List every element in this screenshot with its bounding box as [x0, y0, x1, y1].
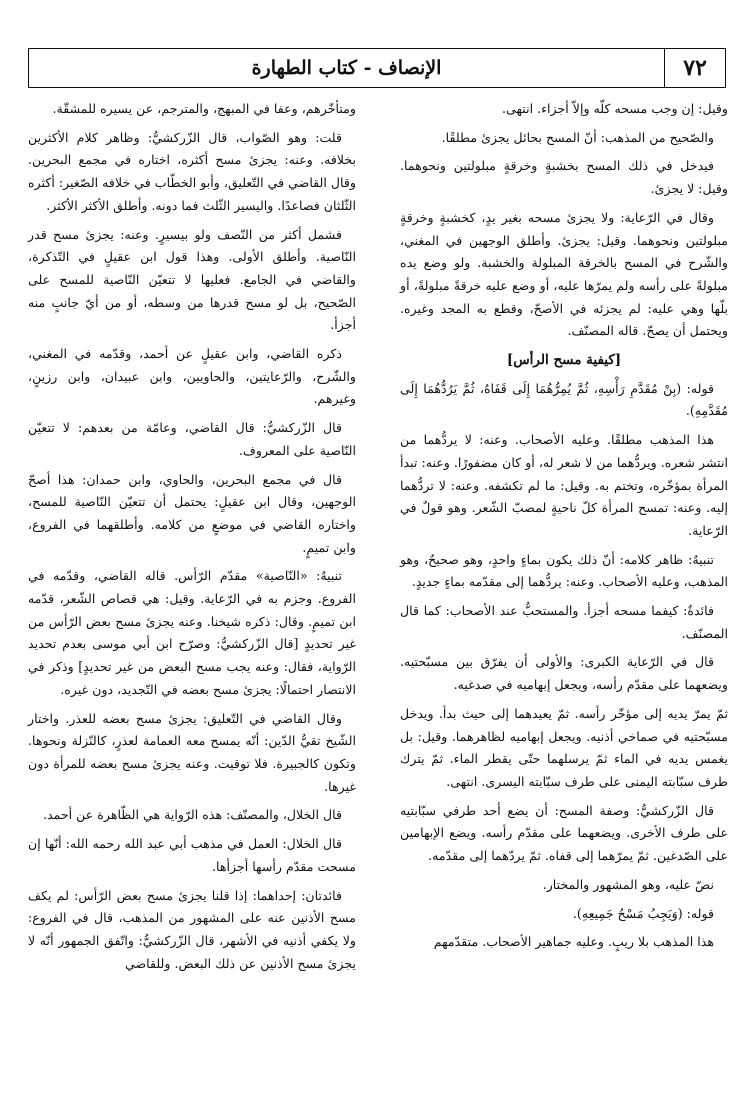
paragraph: فائدتان: إحداهما: إذا قلنا يجزئ مسح بعض الرّأس: لم يكف مسح الأذنين عنه على المشهور من المذهب، قال في الفروع: ولا يكفي أذنيه في الأشهر، قال الزّركشيُّ: واتّفق الجمهور أنّه لا يجزئ مسح الأذنين عن ذلك البعض. وللقاضي	[28, 887, 356, 971]
paragraph: والصّحيح من المذهب: أنّ المسح بحائل يجزئ مطلقًا.	[441, 129, 714, 145]
paragraph: ذكره القاضي، وابن عقيلٍ عن أحمد، وقدّمه في المغني، والشّرح، والرّعايتين، والحاويين، وابن عبيدان، وابن رزينٍ، وغيرهم.	[28, 346, 356, 407]
paragraph: تنبيهٌ: ظاهر كلامه: أنّ ذلك يكون بماءٍ واحدٍ، وهو صحيحٌ، وهو المذهب، وعليه الأصحاب. وعنه: يردُّهما إلى مقدّمه بماءٍ جديدٍ.	[400, 551, 728, 590]
paragraph: قال الزّركشيُّ: وصفة المسح: أن يضع أحد طرفي سبّابتيه على طرف الأخرى. ويضعهما على مقدّم رأسه. ويضع الإبهامين على الصّدغين. ثمّ يمرّهما إلى قفاه. ثمّ يردّهما إلى مقدّمه.	[400, 802, 728, 864]
paragraph: تنبيهٌ: «النّاصية» مقدّم الرّأس. قاله القاضي، وقدّمه في الفروع. وجزم به في الرّعاية. وقيل: هي قصاص الشّعر، قدّمه ابن تميمٍ. وقال: ذكره شيخنا. وعنه يجزئ مسح بعض الرّأس من غير تحديدٍ [قال الزّركشيُّ: وصرّح ابن أبي موسى بعدم تحديد الرّواية، فقال: وعنه يجب مسح البعض من غير تحديدٍ] وذكر في الانتصار احتمالًا: يجزئ مسح بعضه في التّجديد، دون غيره.	[28, 568, 356, 697]
paragraph: ثمّ يمرّ يديه إلى مؤخّر رأسه. ثمّ يعيدهما إلى حيث بدأ. ويدخل مسبّحتيه في صماخي أذنيه. ويجعل إبهاميه لظاهرهما. وقيل: بل يغمس يديه في الماء ثمّ يرسلهما حتّى يقطر الماء. ثمّ يترك طرف سبّابته اليمنى على طرف سبّابته اليسرى. انتهى.	[400, 705, 728, 789]
paragraph: قال الخلال، والمصنّف: هذه الرّواية هي الظّاهرة عن أحمد.	[42, 807, 342, 823]
paragraph: قوله: (وَيَجِبُ مَسْحُ جَمِيعِهِ).	[572, 905, 714, 921]
left-column	[28, 98, 356, 981]
right-column	[400, 98, 728, 960]
section-heading: [كيفية مسح الرأس]	[506, 352, 622, 369]
paragraph: قوله: (بِنْ مُقَدَّمِ رَأْسِهِ، ثُمَّ يُمِرُّهُمَا إِلَى قَفَاهُ، ثُمَّ يَرُدُّهُمَا إِلَى مُقَدَّمِهِ).	[400, 380, 728, 419]
paragraph: قال في مجمع البحرين، والحاوي، وابن حمدان: هذا أصحّ الوجهين، وقال ابن عقيلٍ: يحتمل أن تتعيّن النّاصية للمسح، واختاره القاضي في موضعٍ من كلامه. وأطلقهما في الفروع، وابن تميمٍ.	[28, 471, 356, 555]
paragraph: وقيل: إن وجب مسحه كلّه وإلاّ أجزاء. انتهى.	[502, 101, 728, 116]
paragraph: هذا المذهب مطلقًا. وعليه الأصحاب. وعنه: لا يردُّهما من انتشر شعره. ويردُّهما من لا شعر له، أو كان مضفورًا. وعنه: تبدأ المرأة بمؤخّره، وتختم به. وقيل: ما لم تكشفه. وعنه: لا تردُّهما إليه. وعنه: تمسح المرأة كلّ ناحيةٍ لمصبّ الشّعر. وهو قولٌ في الرّعاية.	[400, 432, 728, 538]
paragraph: ومتأخّرهم، وعفا في المبهج، والمترجم، عن يسيره للمشقّة.	[52, 101, 356, 116]
paragraph: قال الخلال: العمل في مذهب أبي عبد الله رحمه الله: أنّها إن مسحت مقدّم رأسها أجزأها.	[28, 836, 356, 874]
paragraph: فشمل أكثر من النّصف ولو بيسيرٍ. وعنه: يجزئ مسح قدر النّاصية. وأطلق الأولى. وهذا قول ابن عقيلٍ في التّذكرة، والقاضي في الجامع. فعليها لا تتعيّن النّاصية للمسح على الصّحيح، بل لو مسح قدرها من وسطه، أو من أيّ جانبٍ منه أجزأ.	[28, 226, 356, 333]
paragraph: فيدخل في ذلك المسح بخشبةٍ وخرقةٍ مبلولتين ونحوهما. وقيل: لا يجزئ.	[400, 158, 728, 197]
page-header	[28, 48, 726, 88]
paragraph: هذا المذهب بلا ريبٍ. وعليه جماهير الأصحاب. متقدّمهم	[433, 934, 714, 950]
paragraph: قال في الرّعاية الكبرى: والأولى أن يفرّق بين مسبّحتيه. ويضعهما على مقدّم رأسه، ويجعل إبهاميه في صدغيه.	[400, 654, 728, 693]
paragraph: قال الزّركشيُّ: قال القاضي، وعامّة من بعدهم: لا تتعيّن النّاصية على المعروف.	[28, 420, 356, 458]
paragraph: نصّ عليه، وهو المشهور والمختار.	[542, 876, 714, 892]
paragraph: فائدةٌ: كيفما مسحه أجزأ. والمستحبُّ عند الأصحاب: كما قال المصنّف.	[400, 603, 728, 641]
paragraph: وقال القاضي في التّعليق: يجزئ مسح بعضه للعذر. واختار الشّيخ تقيُّ الدّين: أنّه يمسح معه العمامة لعذرٍ، كالنّزلة ونحوها. وتكون كالجبيرة. فلا توقيت. وعنه يجزئ مسح بعضه للمرأة دون غيرها.	[28, 710, 356, 794]
running-title: الإنصاف - كتاب الطهارة	[251, 57, 442, 79]
paragraph: وقال في الرّعاية: ولا يجزئ مسحه بغير يدٍ، كخشبةٍ وخرقةٍ مبلولتين ونحوهما. وقيل: يجزئ. وأطلق الوجهين في المغني، والشّرح في المسح بالخرقة المبلولة والخشبة. ولو وضع يده مبلولةً على رأسه ولم يمرّها عليه، أو وضع عليه خرقةً مبلولةً، أو بلّها وهي عليه: لم يجزئه في الأصحّ، وقطع به المجد وغيره. ويحتمل أن يصحّ. قاله المصنّف.	[400, 209, 728, 339]
page-number: ٧٢	[664, 49, 725, 87]
paragraph: قلت: وهو الصّواب، قال الزّركشيُّ: وظاهر كلام الأكثرين بخلافه. وعنه: يجزئ مسح أكثره، اختاره في مجمع البحرين. وقال القاضي في التّعليق، وأبو الخطّاب في خلافه الصّغير: أكثره الثّلثان فصاعدًا. واليسير الثّلث فما دونه. وأطلق الأكثر الأكثر.	[28, 129, 356, 213]
